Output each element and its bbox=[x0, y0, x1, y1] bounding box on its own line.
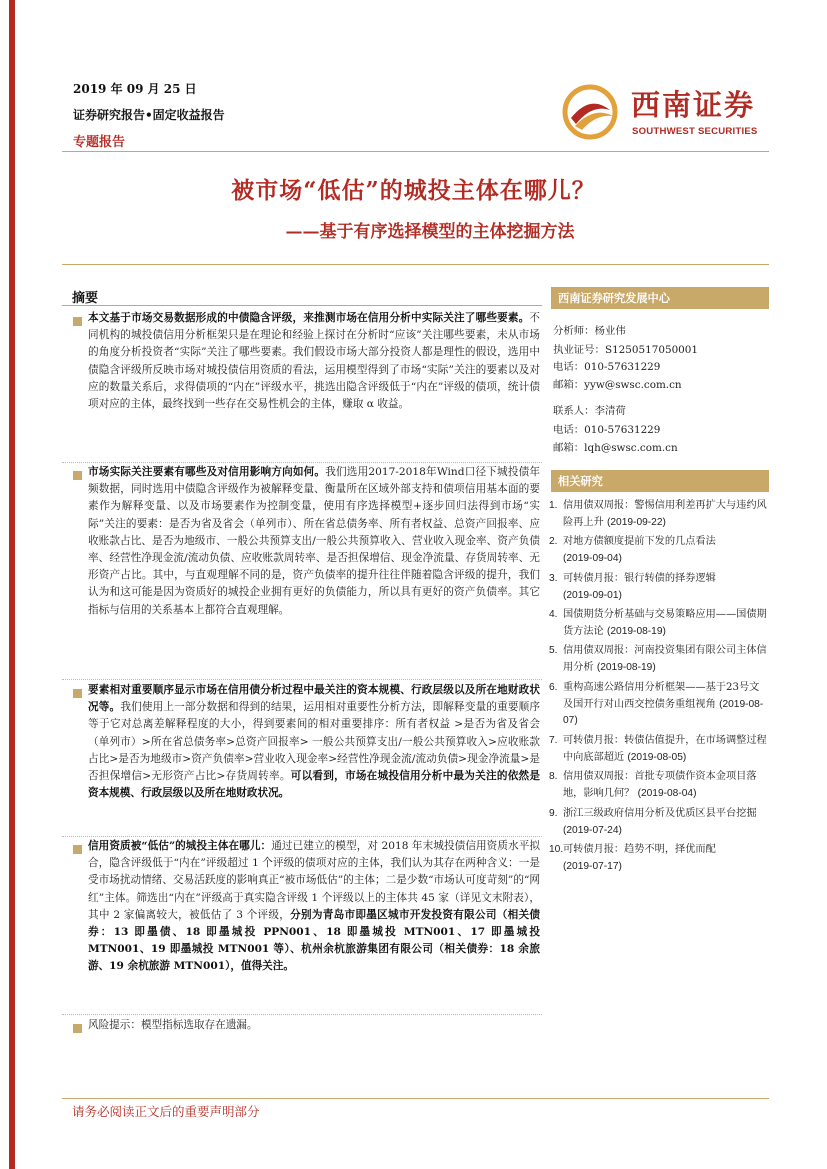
related-item-number: 9. bbox=[549, 808, 558, 819]
abstract-heading: 摘要 bbox=[72, 291, 99, 306]
report-category: 专题报告 bbox=[73, 135, 126, 150]
related-item-title: 信用债双周报：河南投资集团有限公司主体信用分析 bbox=[563, 645, 767, 673]
related-item-date: (2019-08-05) bbox=[627, 751, 687, 763]
logo-name-cn: 西南证券 bbox=[631, 88, 756, 122]
related-item[interactable] bbox=[549, 769, 769, 802]
related-item[interactable] bbox=[549, 806, 769, 839]
related-item-title: 重构高速公路信用分析框架——基于23号文及国开行对山西交控债务重组视角 bbox=[563, 682, 760, 710]
related-item-number: 6. bbox=[549, 682, 558, 693]
page-title: 被市场“低估”的城投主体在哪儿？ bbox=[231, 177, 596, 204]
related-item-date: (2019-09-01) bbox=[563, 589, 622, 601]
bullet-icon bbox=[73, 689, 82, 698]
related-item-number: 2. bbox=[549, 536, 558, 547]
related-item-number: 8. bbox=[549, 771, 558, 782]
analyst-phone: 电话：010-57631229 bbox=[553, 361, 661, 373]
related-item-title: 信用债双周报：首批专项债作资本金项目落地，影响几何？ bbox=[563, 771, 757, 799]
report-date: 2019 年 09 月 25 日 bbox=[73, 82, 197, 96]
analyst-license: 执业证号：S1250517050001 bbox=[553, 344, 699, 356]
header-divider bbox=[62, 151, 769, 152]
related-item-number: 10. bbox=[549, 844, 564, 855]
risk-warning: 风险提示：模型指标选取存在遗漏。 bbox=[88, 1019, 258, 1031]
abstract-paragraph-2 bbox=[88, 464, 540, 619]
related-item[interactable] bbox=[549, 643, 769, 676]
title-divider bbox=[62, 264, 769, 265]
related-item[interactable] bbox=[549, 534, 769, 567]
related-research-heading: 相关研究 bbox=[551, 470, 769, 492]
abstract-paragraph-3 bbox=[88, 682, 540, 802]
contact-email[interactable]: 邮箱：lqh@swsc.com.cn bbox=[553, 442, 678, 454]
related-item[interactable] bbox=[549, 571, 769, 604]
related-item-date: (2019-08-04) bbox=[637, 787, 697, 799]
related-item-title: 可转债月报：转债估值提升，在市场调整过程中向底部超近 bbox=[563, 735, 767, 763]
abstract-divider bbox=[62, 305, 542, 306]
paragraph-3-conclusion: 可以看到，市场在城投信用分析中最为关注的依然是资本规模、行政层级以及所在地财政状况。 bbox=[88, 770, 540, 800]
logo-emblem-icon bbox=[560, 82, 622, 142]
report-type: 证券研究报告•固定收益报告 bbox=[73, 108, 225, 122]
bullet-icon bbox=[73, 1024, 82, 1033]
related-item[interactable] bbox=[549, 842, 769, 875]
paragraph-1-body: 不同机构的城投债信用分析框架只是在理论和经验上探讨在分析时“应该”关注哪些要素，未从市场的角度分析投资者“实际”关注了哪些要素。我们假设市场大部分投资人都是理性的假设，选用中债隐含评级所反映市场对城投债信用资质的看法，运用模型得到了市场“实际”关注的要素以及对应的数量关系后，求得债项的“内在”评级水平，挑选出隐含评级低于“内在”评级的债项，统计债项对应的主体，最终找到一些存在交易性机会的主体，赚取 α 收益。 bbox=[88, 312, 540, 411]
paragraph-divider bbox=[62, 679, 542, 680]
related-item-title: 可转债月报：银行转债的择券逻辑 bbox=[563, 573, 716, 584]
related-item-date: (2019-07-24) bbox=[563, 824, 622, 836]
related-item-number: 7. bbox=[549, 735, 558, 746]
related-item[interactable] bbox=[549, 607, 769, 640]
company-logo bbox=[556, 82, 768, 142]
contact-name: 联系人：李清荷 bbox=[553, 405, 626, 417]
related-item[interactable] bbox=[549, 498, 769, 531]
related-item-date: (2019-08-07) bbox=[563, 698, 764, 727]
paragraph-4-lead: 信用资质被“低估”的城投主体在哪儿： bbox=[88, 840, 272, 852]
paragraph-1-lead: 本文基于市场交易数据形成的中债隐含评级，来推测市场在信用分析中实际关注了哪些要素。 bbox=[88, 312, 530, 324]
related-item[interactable] bbox=[549, 733, 769, 766]
page-subtitle: ——基于有序选择模型的主体挖掘方法 bbox=[285, 222, 575, 242]
paragraph-divider bbox=[62, 1014, 542, 1015]
paragraph-divider bbox=[62, 462, 542, 463]
related-item-date: (2019-08-19) bbox=[607, 625, 666, 637]
related-item-title: 对地方债额度提前下发的几点看法 bbox=[563, 536, 716, 547]
analyst-email[interactable]: 邮箱：yyw@swsc.com.cn bbox=[553, 379, 682, 391]
analyst-name: 分析师：杨业伟 bbox=[553, 325, 626, 337]
paragraph-3-lead: 要素相对重要顺序显示市场在信用债分析过程中最关注的资本规模、行政层级以及所在地财政状况等。 bbox=[88, 684, 540, 714]
footer-disclaimer: 请务必阅读正文后的重要声明部分 bbox=[72, 1104, 260, 1119]
related-item-date: (2019-09-22) bbox=[607, 516, 666, 528]
paragraph-3-body: 我们使用上一部分数据和得到的结果，运用相对重要性分析方法，即解释变量的重要顺序等于它对总离差解释程度的大小，得到要素间的相对重要排序：所有者权益 >是否为省及省会（单列市）>所在省总债务率>总资产回报率> 一般公共预算支出/一般公共预算收入>应收账款占比>是否为地级市>资产负债率>营业收入现金率>经营性净现金流/流动负债>现金净流量>是否担保增信>无形资产占比>存货周转率。 bbox=[88, 701, 541, 783]
related-item-title: 浙江三级政府信用分析及优质区县平台挖掘 bbox=[563, 808, 757, 819]
related-item-date: (2019-08-19) bbox=[596, 661, 656, 673]
related-item-number: 1. bbox=[549, 500, 558, 511]
related-item-title: 信用债双周报：警惕信用利差再扩大与违约风险再上升 bbox=[563, 500, 767, 528]
abstract-paragraph-1 bbox=[88, 310, 540, 413]
related-item-title: 可转债月报：趋势不明，择优而配 bbox=[563, 844, 716, 855]
bullet-icon bbox=[73, 317, 82, 326]
bullet-icon bbox=[73, 845, 82, 854]
paragraph-4-conclusion: 分别为青岛市即墨区城市开发投资有限公司（相关债券：13 即墨债、18 即墨城投 PPN001、18 即墨城投 MTN001、17 即墨城投 MTN001、19 即墨城投 MTN001 等）、杭州余杭旅游集团有限公司（相关债券：18 余旅游、19 余杭旅游 MTN001），值得关注。 bbox=[88, 908, 541, 973]
research-center-heading: 西南证券研究发展中心 bbox=[551, 287, 769, 309]
paragraph-2-body: 我们选用2017-2018年Wind口径下城投债年频数据，同时选用中债隐含评级作为被解释变量、衡量所在区域外部支持和债项信用基本面的要素作为解释变量、以及市场要素作为控制变量，使用有序选择模型+逐步回归法得到市场“实际”关注的要素：是否为省及省会（单列市）、所在省总债务率、所有者权益、总资产回报率、应收账款占比、是否为地级市、一般公共预算支出/一般公共预算收入、营业收入现金率、资产负债率、经营性净现金流/流动负债、应收账款周转率、是否担保增信、现金净流量、存货周转率、无形资产占比。其中，与直观理解不同的是，资产负债率的提升往往伴随着隐含评级的提升，我们认为和这可能是因为资质好的城投企业拥有更好的负债能力，所以具有更好的资产负债率。其它指标与信用的关系基本上都符合直观理解。 bbox=[88, 466, 540, 616]
bullet-icon bbox=[73, 471, 82, 480]
contact-phone: 电话：010-57631229 bbox=[553, 424, 661, 436]
related-item-number: 5. bbox=[549, 645, 558, 656]
paragraph-divider bbox=[62, 836, 542, 837]
related-item[interactable] bbox=[549, 680, 769, 730]
related-item-number: 3. bbox=[549, 573, 558, 584]
paragraph-2-lead: 市场实际关注要素有哪些及对信用影响方向如何。 bbox=[88, 466, 326, 478]
related-item-number: 4. bbox=[549, 609, 558, 620]
related-item-date: (2019-07-17) bbox=[563, 860, 622, 872]
abstract-paragraph-4 bbox=[88, 838, 540, 976]
paragraph-4-body: 通过已建立的模型，对 2018 年末城投债信用资质水平拟合，隐含评级低于“内在”评级超过 1 个评级的债项对应的主体，我们认为其存在两种含义：一是受市场扰动情绪、交易活跃度的影响真正“被市场低估”的主体；二是少数“市场认可度苛刻”的“网红”主体。筛选出“内在”评级高于真实隐含评级 1 个评级以上的主体共 45 家（详见文末附表），其中 2 家偏离较大，被低估了 3 个评级， bbox=[88, 840, 540, 921]
logo-name-en: SOUTHWEST SECURITIES bbox=[632, 126, 758, 137]
related-item-date: (2019-09-04) bbox=[563, 552, 622, 564]
related-item-title: 国债期货分析基础与交易策略应用——国债期货方法论 bbox=[563, 609, 767, 637]
footer-divider bbox=[62, 1098, 769, 1099]
